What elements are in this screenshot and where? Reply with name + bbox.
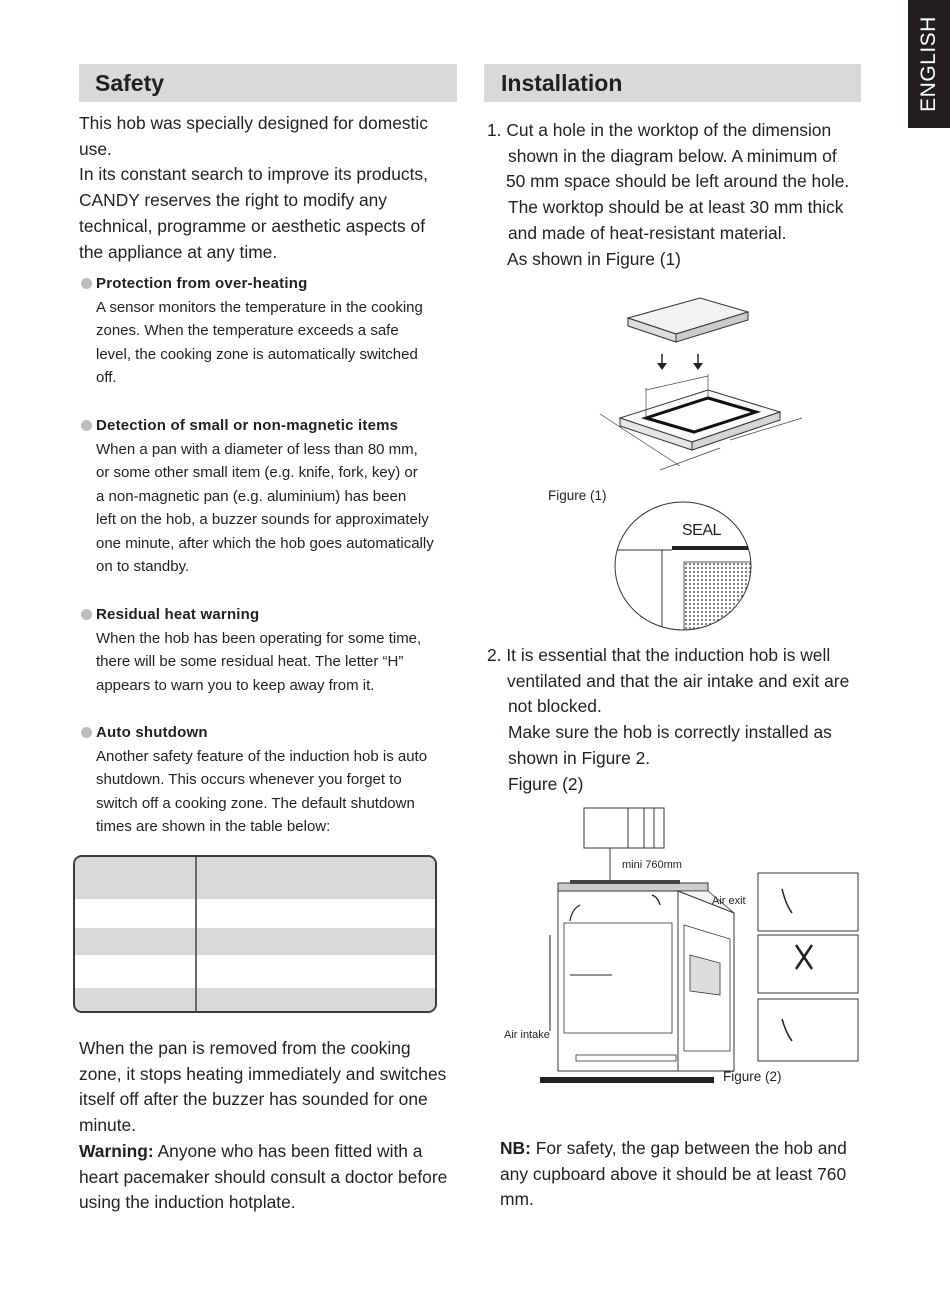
step-line: Figure (2) [508, 773, 584, 794]
air-intake-label: Air intake [504, 1029, 550, 1041]
warning-label: Warning: [79, 1140, 154, 1161]
feature-line: one minute, after which the hob goes automatically [96, 534, 434, 552]
installation-heading: Installation [501, 70, 623, 96]
nb-label: NB: [500, 1138, 531, 1158]
feature-title: Residual heat warning [96, 606, 260, 623]
feature-title: Auto shutdown [96, 724, 208, 741]
seal-detail-diagram [612, 498, 754, 634]
feature-line: or some other small item (e.g. knife, fork, key) or [96, 464, 418, 481]
feature-line: zones. When the temperature exceeds a safe [96, 322, 399, 339]
table-row [75, 928, 435, 955]
feature-line: shutdown. This occurs whenever you forget to [96, 771, 402, 788]
intro-line: use. [79, 138, 112, 159]
table-column-divider [195, 857, 197, 1011]
figure-2-ventilation-diagram [540, 805, 862, 1089]
step-line: 1. Cut a hole in the worktop of the dimension [487, 120, 832, 140]
warning-line: heart pacemaker should consult a doctor before [79, 1166, 448, 1187]
step-line: Make sure the hob is correctly installed as [508, 722, 832, 743]
nb-line [500, 1136, 870, 1162]
mini-gap-label: mini 760mm [622, 859, 682, 871]
intro-line: This hob was specially designed for domestic [79, 113, 428, 133]
step-line: shown in Figure 2. [508, 747, 651, 768]
after-table-text [79, 1036, 469, 1216]
bullet-icon [81, 278, 92, 289]
nb-line: any cupboard above it should be at least 760 [500, 1163, 847, 1184]
intro-line: In its constant search to improve its products, [79, 164, 428, 185]
figure-2-label: Figure (2) [723, 1069, 782, 1084]
feature-line: A sensor monitors the temperature in the cooking [96, 298, 423, 316]
feature-line: appears to warn you to keep away from it. [96, 676, 375, 694]
feature-title: Detection of small or non-magnetic items [96, 417, 399, 434]
feature-overheating [96, 272, 466, 390]
step-line: ventilated and that the air intake and exit are [507, 670, 850, 691]
step-line: not blocked. [508, 696, 602, 717]
installation-header [484, 64, 861, 102]
text-line: When the pan is removed from the cooking [79, 1038, 411, 1058]
feature-line: times are shown in the table below: [96, 818, 331, 835]
step-line: As shown in Figure (1) [507, 248, 681, 269]
table-row [75, 955, 435, 988]
nb-text: For safety, the gap between the hob and [530, 1138, 847, 1158]
table-header-row [75, 857, 435, 899]
figure-1-cutout-diagram [580, 290, 810, 490]
feature-line: level, the cooking zone is automatically switched [96, 345, 418, 363]
step-line: 50 mm space should be left around the hole. [506, 171, 850, 192]
feature-line: left on the hob, a buzzer sounds for approximately [96, 511, 429, 528]
bullet-icon [81, 727, 92, 738]
table-row [75, 899, 435, 928]
feature-line: switch off a cooking zone. The default shutdown [96, 794, 415, 812]
text-line: zone, it stops heating immediately and switches [79, 1063, 447, 1084]
safety-intro [79, 111, 469, 265]
figure-1-label: Figure (1) [548, 488, 607, 503]
language-tab-label: ENGLISH [917, 16, 940, 112]
step-1 [487, 118, 877, 272]
feature-line: there will be some residual heat. The letter “H” [96, 653, 404, 670]
step-line: shown in the diagram below. A minimum of [508, 145, 837, 166]
warning-text: Anyone who has been fitted with a [153, 1140, 423, 1161]
nb-note [500, 1136, 870, 1213]
feature-auto-shutdown [96, 721, 466, 839]
language-tab [908, 0, 950, 128]
feature-line: off. [96, 369, 117, 386]
step-line: and made of heat-resistant material. [508, 222, 787, 243]
step-line: The worktop should be at least 30 mm thick [508, 197, 844, 218]
feature-line: When a pan with a diameter of less than 80 mm, [96, 440, 418, 458]
step-2 [487, 643, 877, 797]
intro-line: CANDY reserves the right to modify any [79, 190, 388, 211]
step-line: 2. It is essential that the induction hob is well [487, 645, 831, 665]
intro-line: the appliance at any time. [79, 241, 278, 262]
feature-line: When the hob has been operating for some time, [96, 629, 422, 647]
safety-heading: Safety [95, 70, 165, 96]
safety-header [79, 64, 457, 102]
feature-line: Another safety feature of the induction hob is auto [96, 747, 428, 765]
feature-small-items [96, 414, 466, 579]
feature-title: Protection from over-heating [96, 275, 308, 292]
intro-line: technical, programme or aesthetic aspects of [79, 215, 426, 236]
air-exit-label: Air exit [712, 895, 746, 907]
bullet-icon [81, 420, 92, 431]
bullet-icon [81, 609, 92, 620]
warning-line [79, 1139, 469, 1165]
feature-line: a non-magnetic pan (e.g. aluminium) has been [96, 487, 407, 505]
text-line: minute. [79, 1115, 137, 1136]
text-line: itself off after the buzzer has sounded for one [79, 1089, 428, 1110]
warning-line: using the induction hotplate. [79, 1192, 296, 1213]
table-row [75, 988, 435, 1013]
nb-line: mm. [500, 1189, 534, 1210]
feature-line: on to standby. [96, 558, 190, 575]
seal-label: SEAL [682, 522, 721, 539]
feature-residual-heat [96, 603, 466, 697]
shutdown-times-table [73, 855, 437, 1013]
